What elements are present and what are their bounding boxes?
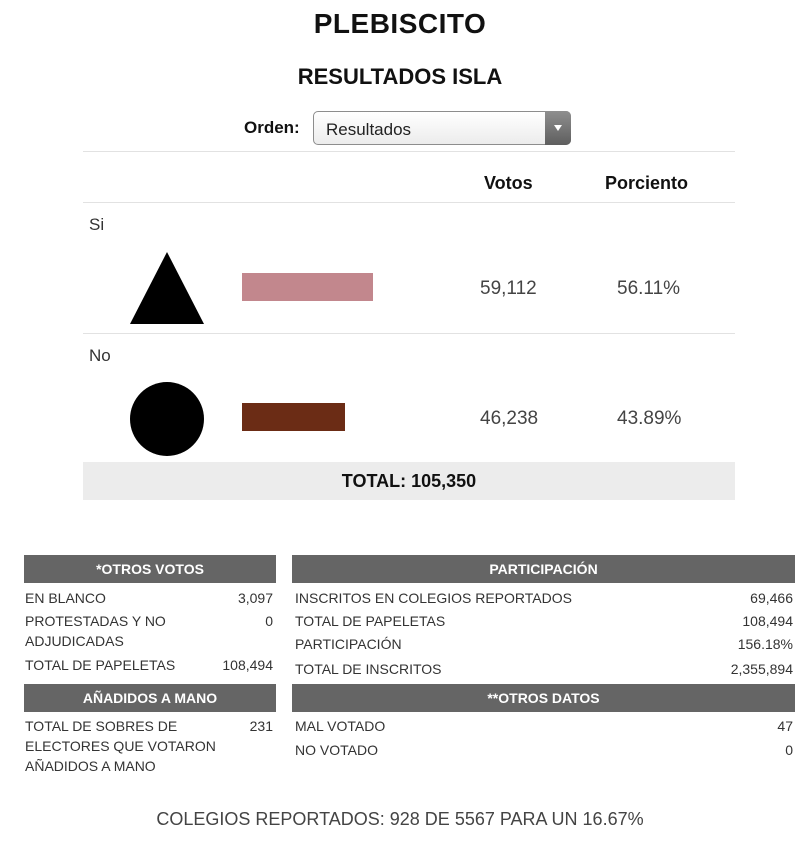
votes-column-header: Votos — [484, 173, 533, 193]
divider — [83, 202, 735, 203]
page-title: PLEBISCITO — [313, 8, 487, 39]
participacion-value: 108,494 — [742, 613, 793, 629]
participacion-value: 156.18% — [737, 636, 793, 652]
otros-votos-value: 3,097 — [237, 590, 273, 606]
result-bar-no — [242, 403, 345, 431]
divider — [83, 151, 735, 152]
participacion-label: INSCRITOS EN COLEGIOS REPORTADOS — [295, 590, 572, 606]
otros-votos-label: EN BLANCO — [25, 590, 106, 606]
participacion-label: TOTAL DE PAPELETAS — [295, 613, 446, 629]
total-votes: TOTAL: 105,350 — [341, 471, 477, 491]
order-select[interactable] — [313, 111, 571, 145]
option-label-no: No — [89, 346, 111, 365]
otros-votos-header: *OTROS VOTOS — [24, 555, 276, 583]
divider — [83, 333, 735, 334]
percent-no: 43.89% — [617, 408, 682, 429]
anadidos-value: 231 — [249, 718, 273, 734]
option-label-si: Si — [89, 215, 105, 234]
order-select-value: Resultados — [326, 120, 412, 139]
percent-column-header: Porciento — [605, 173, 689, 193]
otros-votos-value: 108,494 — [222, 657, 273, 673]
otros-datos-label: NO VOTADO — [295, 742, 378, 758]
anadidos-label: TOTAL DE SOBRES DE ELECTORES QUE VOTARON AÑADIDOS A MANO — [25, 718, 216, 774]
anadidos-header: AÑADIDOS A MANO — [24, 684, 276, 712]
otros-datos-header: **OTROS DATOS — [292, 684, 795, 712]
participacion-value: 2,355,894 — [730, 661, 793, 677]
otros-datos-value: 47 — [777, 718, 793, 734]
otros-votos-label: PROTESTADAS Y NO ADJUDICADAS — [25, 613, 166, 649]
total-bar — [83, 462, 735, 500]
otros-datos-label: MAL VOTADO — [295, 718, 386, 734]
result-bar-si — [242, 273, 373, 301]
page-subtitle: RESULTADOS ISLA — [297, 64, 503, 89]
participacion-value: 69,466 — [750, 590, 793, 606]
otros-votos-value: 0 — [265, 613, 273, 629]
colegios-reportados: COLEGIOS REPORTADOS: 928 DE 5567 PARA UN 16.67% — [156, 809, 644, 829]
otros-datos-value: 0 — [785, 742, 793, 758]
otros-votos-label: TOTAL DE PAPELETAS — [25, 657, 176, 673]
participacion-header: PARTICIPACIÓN — [292, 555, 795, 583]
chevron-down-icon[interactable] — [545, 111, 571, 145]
participacion-label: TOTAL DE INSCRITOS — [295, 661, 442, 677]
votes-si: 59,112 — [480, 278, 537, 299]
triangle-icon — [130, 252, 204, 324]
percent-si: 56.11% — [617, 278, 681, 299]
votes-no: 46,238 — [480, 408, 539, 429]
order-label: Orden: — [244, 118, 300, 137]
circle-icon — [130, 382, 204, 456]
participacion-label: PARTICIPACIÓN — [295, 636, 402, 652]
